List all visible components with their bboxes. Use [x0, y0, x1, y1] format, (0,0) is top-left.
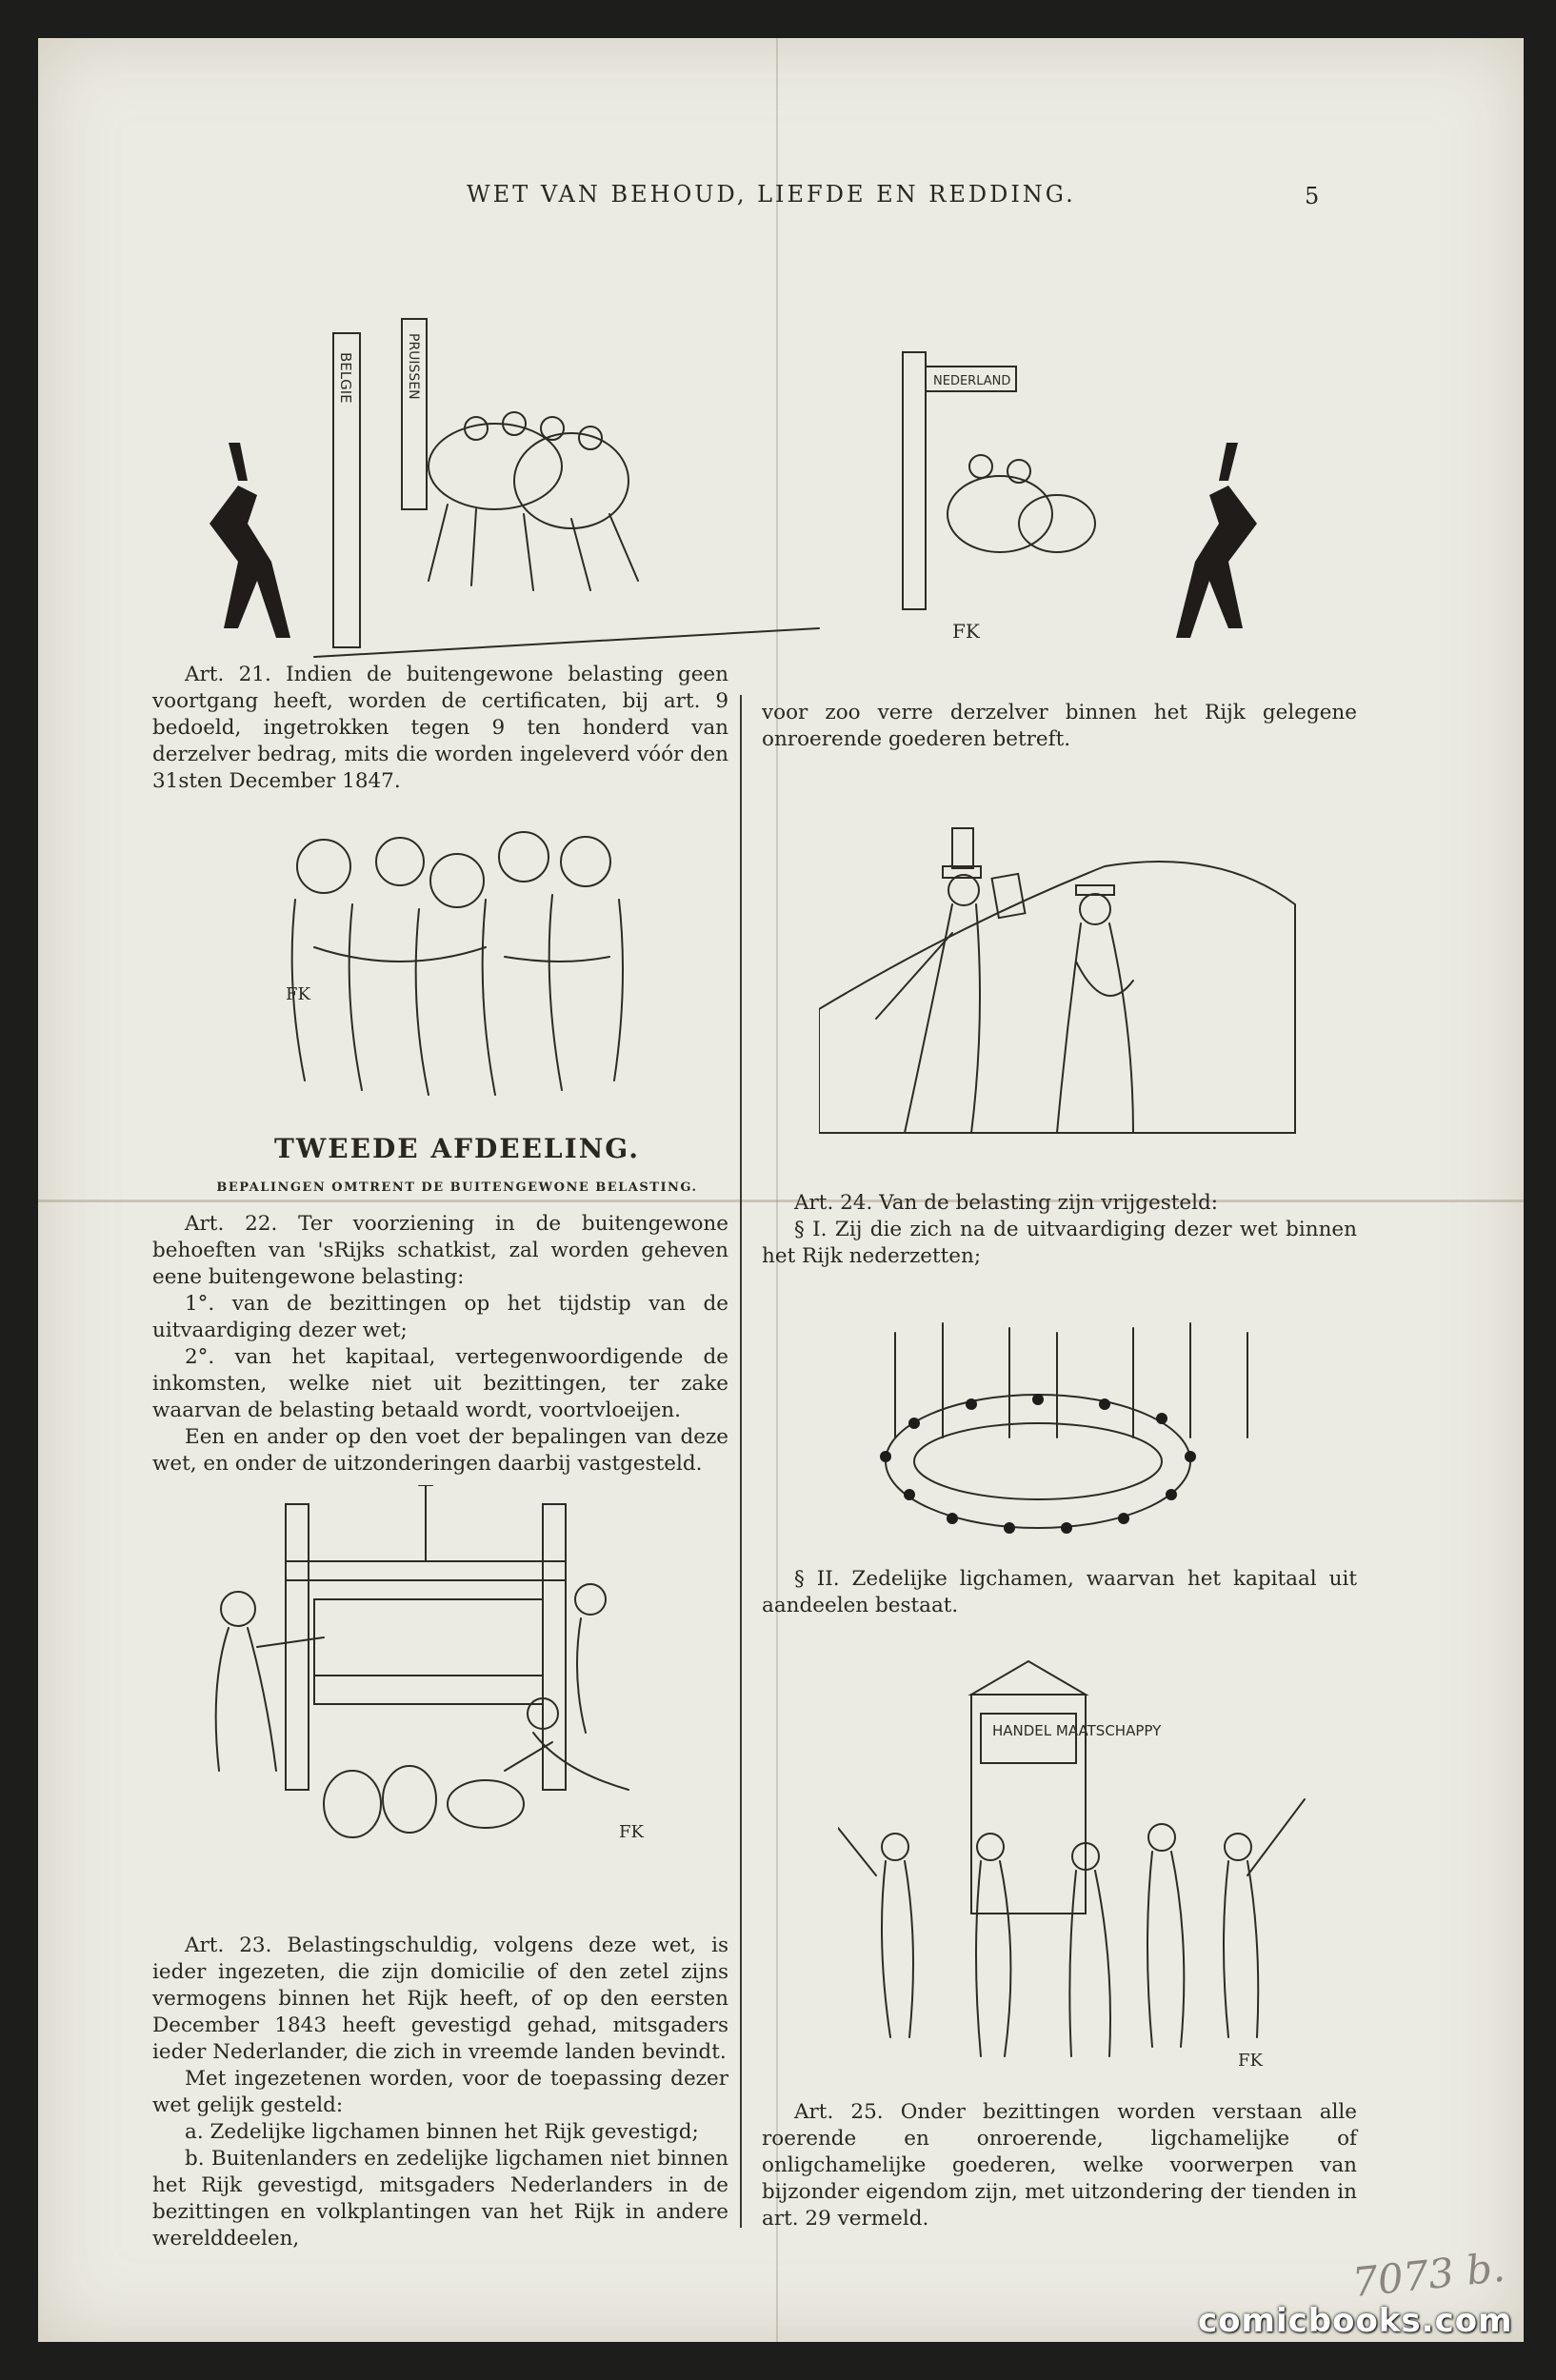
article-23-item-a: a. Zedelijke ligchamen binnen het Rijk gevestigd;: [185, 2120, 699, 2144]
circle-of-figures-illustration: [819, 1314, 1314, 1552]
sign-pruissen: PRUISSEN: [406, 333, 421, 400]
distressed-men-illustration: [257, 814, 657, 1100]
artist-monogram: FK: [619, 1822, 644, 1842]
article-23-item-b: b. Buitenlanders en zedelijke ligchamen niet binnen het Rijk gevestigd, mitsgaders Nederlanders in de bezittingen en volkplantingen van het Rijk in andere werelddeelen,: [152, 2147, 728, 2251]
article-24-para-2-block: [762, 1566, 1357, 1619]
column-rule: [740, 695, 742, 2228]
page-header-title: WET VAN BEHOUD, LIEFDE EN REDDING.: [467, 181, 1076, 208]
article-21: [152, 662, 728, 795]
section-title: TWEEDE AFDEELING.: [274, 1133, 640, 1164]
article-24-para-1: § I. Zij die zich na de uitvaardiging dezer wet binnen het Rijk nederzetten;: [762, 1218, 1357, 1268]
crowd-figures: [429, 412, 638, 590]
article-20-continuation: [762, 700, 1357, 753]
sign-handel: HANDEL MAATSCHAPPY: [992, 1722, 1162, 1739]
ground-line: [314, 628, 819, 657]
artist-monogram: FK: [952, 620, 980, 643]
handwritten-note: 7073 b.: [1349, 2243, 1507, 2307]
article-23: [152, 1933, 728, 2252]
two-gentlemen-illustration: [819, 790, 1314, 1152]
acrobat-silhouette-right: [1176, 443, 1257, 638]
money-press-illustration: [181, 1485, 714, 1847]
continuation-text: voor zoo verre derzelver binnen het Rijk gelegene onroerende goederen betreft.: [762, 701, 1357, 751]
artist-monogram: FK: [1238, 2051, 1263, 2071]
article-22-item-1: 1°. van de bezittingen op het tijdstip van de uitvaardiging dezer wet;: [152, 1292, 728, 1342]
sign-nederland: NEDERLAND: [933, 374, 1011, 388]
article-24-para-2: § II. Zedelijke ligchamen, waarvan het kapitaal uit aandeelen bestaat.: [762, 1567, 1357, 1617]
article-22: [152, 1211, 728, 1478]
border-posts-illustration: [95, 276, 1352, 676]
article-21-text: Art. 21. Indien de buitengewone belasting geen voortgang heeft, worden de certificaten, bij art. 9 bedoeld, ingetrokken tegen 9 ten honderd van derzelver bedrag, mits die worden ingeleverd vóór den 31sten December 1847.: [152, 663, 728, 793]
article-22-intro: Art. 22. Ter voorziening in de buitengewone behoeften van 'sRijks schatkist, zal worden geheven eene buitengewone belasting:: [152, 1212, 728, 1289]
article-24: [762, 1190, 1357, 1270]
sign-belgie: BELGIE: [337, 352, 354, 404]
article-22-closing: Een en ander op den voet der bepalingen van deze wet, en onder de uitzonderingen daarbij vastgesteld.: [152, 1425, 728, 1476]
article-23-equal: Met ingezetenen worden, voor de toepassing dezer wet gelijk gesteld:: [152, 2067, 728, 2117]
soldiers-monument-illustration: [838, 1656, 1314, 2075]
article-24-heading: Art. 24. Van de belasting zijn vrijgesteld:: [794, 1191, 1218, 1215]
article-23-text: Art. 23. Belastingschuldig, volgens deze wet, is ieder ingezeten, die zijn domicilie of den zetel zijns vermogens binnen het Rijk heeft, of op den eersten December 1843 heeft gevestigd gehad, mitsgaders ieder Nederlander, die zich in vreemde landen bevindt.: [152, 1934, 728, 2064]
watermark: comicbooks.com: [1198, 2302, 1513, 2340]
document-page: [38, 38, 1524, 2342]
seated-figures: [948, 455, 1095, 552]
article-25: [762, 2099, 1357, 2232]
article-25-text: Art. 25. Onder bezittingen worden verstaan alle roerende en onroerende, ligchamelijke of onligchamelijke goederen, welke voorwerpen van bijzonder eigendom zijn, met uitzondering der tienden in art. 29 vermeld.: [762, 2100, 1357, 2231]
artist-monogram: FK: [286, 984, 310, 1004]
acrobat-silhouette-left: [209, 443, 290, 638]
section-subtitle: BEPALINGEN OMTRENT DE BUITENGEWONE BELASTING.: [216, 1180, 698, 1195]
page-number: 5: [1305, 183, 1320, 209]
article-22-item-2: 2°. van het kapitaal, vertegenwoordigende de inkomsten, welke niet uit bezittingen, ter zake waarvan de belasting betaald wordt, voortvloeijen.: [152, 1345, 728, 1422]
